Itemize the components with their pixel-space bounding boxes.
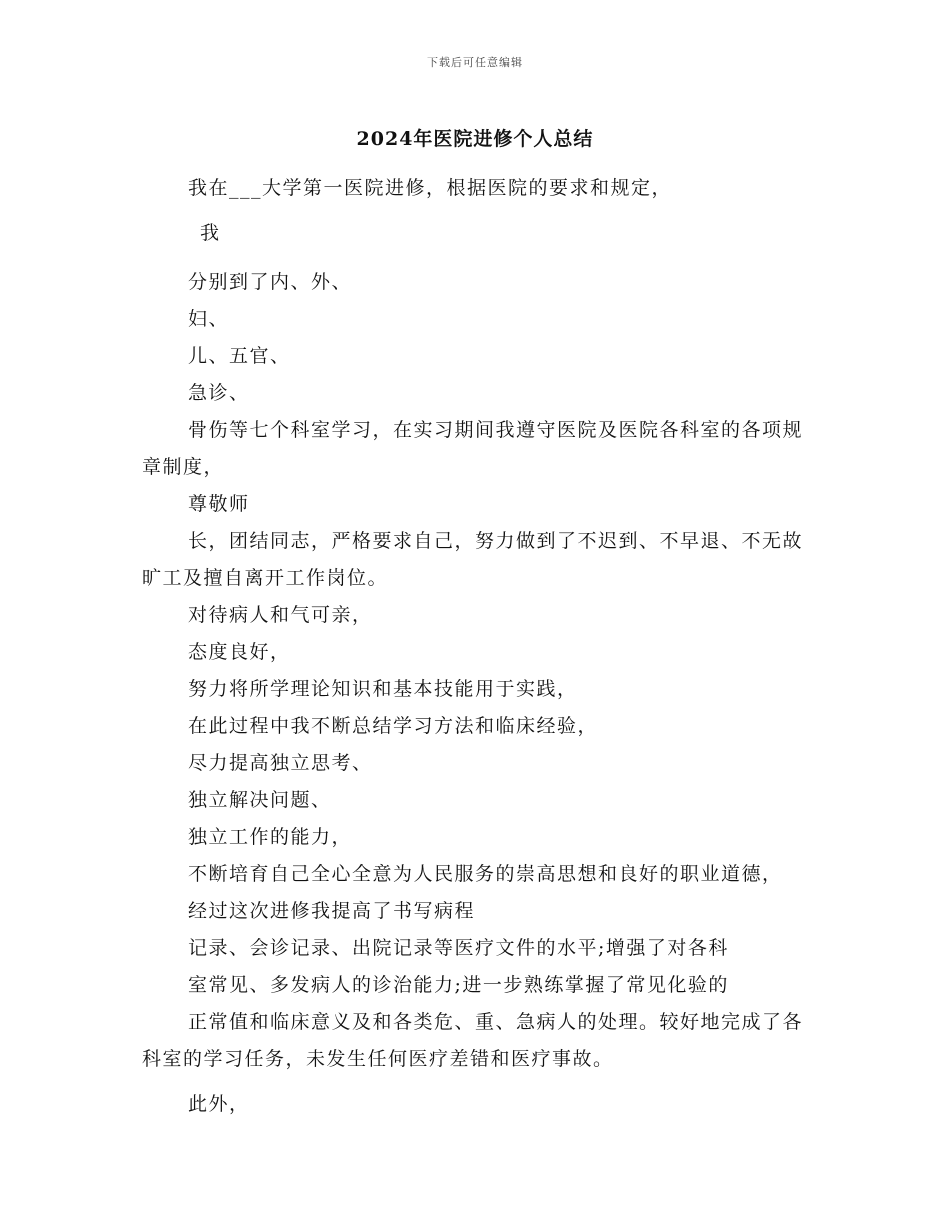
paragraph: 此外，	[188, 1093, 250, 1115]
paragraph: 在此过程中我不断总结学习方法和临床经验，	[188, 715, 599, 737]
paragraph: 我	[200, 222, 221, 244]
paragraph: 经过这次进修我提高了书写病程	[188, 900, 476, 922]
paragraph: 骨伤等七个科室学习，在实习期间我遵守医院及医院各科室的各项规章制度，	[142, 419, 804, 478]
document-title: 2024年医院进修个人总结	[356, 128, 594, 150]
paragraph: 妇、	[188, 308, 230, 330]
paragraph: 分别到了内、外、	[188, 271, 353, 293]
paragraph: 尽力提高独立思考、	[188, 752, 373, 774]
paragraph: 记录、会诊记录、出院记录等医疗文件的水平;增强了对各科	[188, 937, 729, 959]
header-note: 下载后可任意编辑	[427, 56, 523, 69]
paragraph: 尊敬师	[188, 493, 250, 515]
paragraph: 不断培育自己全心全意为人民服务的崇高思想和良好的职业道德，	[188, 863, 783, 885]
paragraph: 我在___大学第一医院进修，根据医院的要求和规定，	[188, 177, 673, 199]
paragraph: 对待病人和气可亲，	[188, 604, 373, 626]
paragraph: 独立工作的能力，	[188, 826, 353, 848]
paragraph: 儿、五官、	[188, 345, 291, 367]
paragraph: 室常见、多发病人的诊治能力;进一步熟练掌握了常见化验的	[188, 974, 729, 996]
paragraph: 急诊、	[188, 382, 250, 404]
paragraph: 态度良好，	[188, 641, 291, 663]
document-body	[142, 170, 814, 1123]
paragraph: 独立解决问题、	[188, 789, 332, 811]
paragraph: 正常值和临床意义及和各类危、重、急病人的处理。较好地完成了各科室的学习任务，未发生任何医疗差错和医疗事故。	[142, 1011, 804, 1070]
paragraph: 努力将所学理论知识和基本技能用于实践，	[188, 678, 578, 700]
paragraph: 长，团结同志，严格要求自己，努力做到了不迟到、不早退、不无故旷工及擅自离开工作岗位。	[142, 530, 804, 589]
